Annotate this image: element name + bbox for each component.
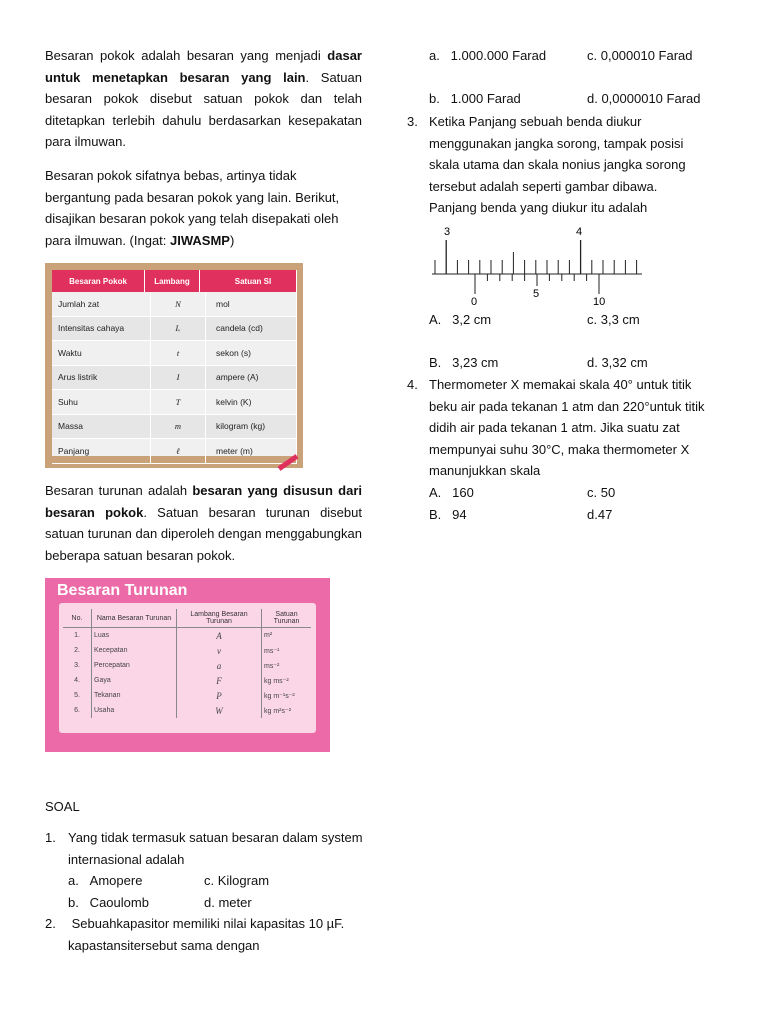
besaran-pokok-table-image (45, 263, 303, 468)
table2-cell: W (177, 703, 262, 718)
table2-cell: 5. (63, 688, 92, 703)
table1-cell: ℓ (151, 439, 206, 463)
table2-cell: kg m²s⁻² (264, 707, 292, 715)
q1-number: 1. (45, 830, 56, 845)
q4-text: Thermometer X memakai skala 40° untuk titik beku air pada tekanan 1 atm dan 220°untuk titik didih air pada tekanan 1 atm. Jika suatu zat mempunyai suhu 30°C, maka thermometer X manunjukkan skala (429, 377, 705, 479)
q2-options (429, 45, 700, 110)
table1-cell: meter (m) (206, 439, 297, 463)
paragraph-besaran-pokok (45, 45, 362, 153)
q1-option-a: a. Amopere (68, 873, 143, 889)
table2-cell: 2. (63, 643, 92, 658)
table2-cell: Percepatan (92, 658, 177, 673)
table2-cell: ms⁻¹ (264, 647, 280, 655)
table1-cell: I (151, 366, 206, 390)
table2-row (63, 658, 311, 673)
table2-cell: m² (264, 632, 273, 639)
table2-row (63, 688, 311, 703)
table2-cell: Luas (92, 628, 177, 644)
q1-option-b: b. Caoulomb (68, 894, 149, 910)
question-1 (45, 827, 365, 957)
table1-row (52, 415, 297, 440)
soal-heading: SOAL (45, 799, 80, 814)
para2-text-a: Besaran pokok sifatnya bebas, artinya tidak bergantung pada besaran pokok yang lain. Berikut, disajikan besaran pokok yang telah disepakati oleh para ilmuwan. (Ingat: (45, 168, 340, 248)
question-4 (407, 374, 722, 525)
q1-option-c: c. Kilogram (204, 873, 270, 889)
table2-cell: 4. (63, 673, 92, 688)
table1-cell: m (151, 415, 206, 439)
table1-header (52, 270, 297, 292)
q4-option-d: d.47 (587, 506, 613, 522)
table2-cell: Kecepatan (92, 643, 177, 658)
q3-option-c: c. 3,3 cm (587, 312, 640, 327)
q3-option-a: A. 3,2 cm (429, 312, 492, 327)
table1-header-cell: Satuan SI (200, 270, 297, 292)
table2-cell: 3. (63, 658, 92, 673)
table1-cell: kelvin (K) (206, 390, 297, 414)
q3-number: 3. (407, 114, 418, 129)
table1-cell: Iᵥ (151, 317, 206, 341)
table2-cell: F (177, 673, 262, 688)
table2-row (63, 673, 311, 688)
main-scale-ticks (435, 240, 637, 274)
table2-row (63, 703, 311, 718)
vernier-label: 5 (533, 288, 540, 300)
table2 (63, 609, 311, 718)
table2-cell: Gaya (92, 673, 177, 688)
table1-row (52, 366, 297, 391)
table1-cell: t (151, 341, 206, 365)
q4-option-a: A. 160 (429, 484, 474, 500)
table1-cell: N (151, 292, 206, 316)
q2-number: 2. (45, 916, 56, 932)
main-scale-label: 4 (576, 226, 583, 238)
q3-text: Ketika Panjang sebuah benda diukur menggunakan jangka sorong, tampak posisi skala utama dan skala nonius jangka sorong tersebut adalah seperti gambar dibawa. Panjang benda yang diukur itu adalah (429, 114, 686, 216)
question-3 (407, 111, 707, 219)
table1-row (52, 390, 297, 415)
para2-text-b: ) (229, 232, 235, 248)
table1-row (52, 292, 297, 317)
table2-cell: ms⁻² (264, 662, 280, 670)
q4-option-b: B. 94 (429, 506, 467, 522)
table2-header-cell: Nama Besaran Turunan (92, 609, 177, 628)
table2-cell: Tekanan (92, 688, 177, 703)
main-scale-label: 3 (444, 226, 451, 238)
vernier-caliper-figure (430, 222, 645, 314)
table1-cell: Suhu (52, 390, 151, 414)
table2-row (63, 643, 311, 658)
q2-option-d: d. 0,0000010 Farad (587, 91, 701, 107)
q1-option-d: d. meter (204, 894, 252, 910)
table2-cell: v (177, 643, 262, 658)
table1-cell: kilogram (kg) (206, 415, 297, 439)
para1-text-b: . Satuan besaran pokok disebut satuan pokok dan telah ditetapkan terlebih dahulu berdasarkan kesepakatan para ilmuwan. (45, 69, 362, 150)
table1-cell: sekon (s) (206, 341, 297, 365)
table2-cell: 1. (63, 628, 92, 644)
table1-cell: Waktu (52, 341, 151, 365)
q4-number: 4. (407, 377, 418, 392)
para3-text-b: . Satuan besaran turunan disebut satuan turunan dan diperoleh dengan menggabungkan beberapa satuan besaran pokok. (45, 504, 362, 563)
vernier-label: 0 (471, 296, 478, 308)
table2-cell: A (177, 628, 262, 644)
table2-row (63, 628, 311, 644)
table2-header-cell: Satuan Turunan (262, 609, 312, 628)
q2-option-a: a. 1.000.000 Farad (429, 48, 547, 63)
table2-header-cell: Lambang Besaran Turunan (177, 609, 262, 628)
besaran-turunan-table-image (45, 578, 330, 752)
table1-cell: ampere (A) (206, 366, 297, 390)
table1-cell: Intensitas cahaya (52, 317, 151, 341)
table1-cell: Arus listrik (52, 366, 151, 390)
para1-text-a: Besaran pokok adalah besaran yang menjadi (45, 48, 328, 63)
table1-cell: mol (206, 292, 297, 316)
paragraph-sifat-besaran-pokok (45, 165, 362, 251)
table2-cell: P (177, 688, 262, 703)
table1-row (52, 341, 297, 366)
q4-option-c: c. 50 (587, 484, 616, 500)
para3-bold: besaran yang disusun dari besaran pokok (45, 483, 363, 520)
table1-header-cell: Lambang (145, 270, 200, 292)
q2-option-b: b. 1.000 Farad (429, 91, 521, 107)
q2-option-c: c. 0,000010 Farad (587, 48, 693, 63)
q3-option-d: d. 3,32 cm (587, 355, 648, 371)
q3-options (429, 309, 648, 374)
table1-row (52, 317, 297, 342)
table1-cell: Panjang (52, 439, 151, 463)
q2-text: Sebuahkapasitor memiliki nilai kapasitas 10 µF. kapastansitersebut sama dengan (68, 916, 345, 953)
paragraph-besaran-turunan (45, 480, 362, 566)
table2-cell: kg ms⁻² (264, 677, 289, 685)
table1-cell: Massa (52, 415, 151, 439)
para1-bold: dasar untuk menetapkan besaran yang lain (45, 48, 362, 85)
table2-cell: a (177, 658, 262, 673)
table2-cell: 6. (63, 703, 92, 718)
para3-text-a: Besaran turunan adalah (45, 483, 193, 498)
q1-text: Yang tidak termasuk satuan besaran dalam system internasional adalah (68, 830, 363, 867)
table1-header-cell: Besaran Pokok (52, 270, 145, 292)
table2-cell: kg m⁻¹s⁻² (264, 692, 295, 700)
table2-title: Besaran Turunan (57, 582, 188, 599)
para2-bold: JIWASMP (170, 232, 230, 248)
table2-header-cell: No. (63, 609, 92, 628)
table2-cell: Usaha (92, 703, 177, 718)
table1-cell: T (151, 390, 206, 414)
q3-option-b: B. 3,23 cm (429, 355, 499, 371)
table1-cell: Jumlah zat (52, 292, 151, 316)
vernier-label: 10 (593, 296, 606, 308)
table1-row (52, 439, 297, 464)
table1-cell: candela (cd) (206, 317, 297, 341)
